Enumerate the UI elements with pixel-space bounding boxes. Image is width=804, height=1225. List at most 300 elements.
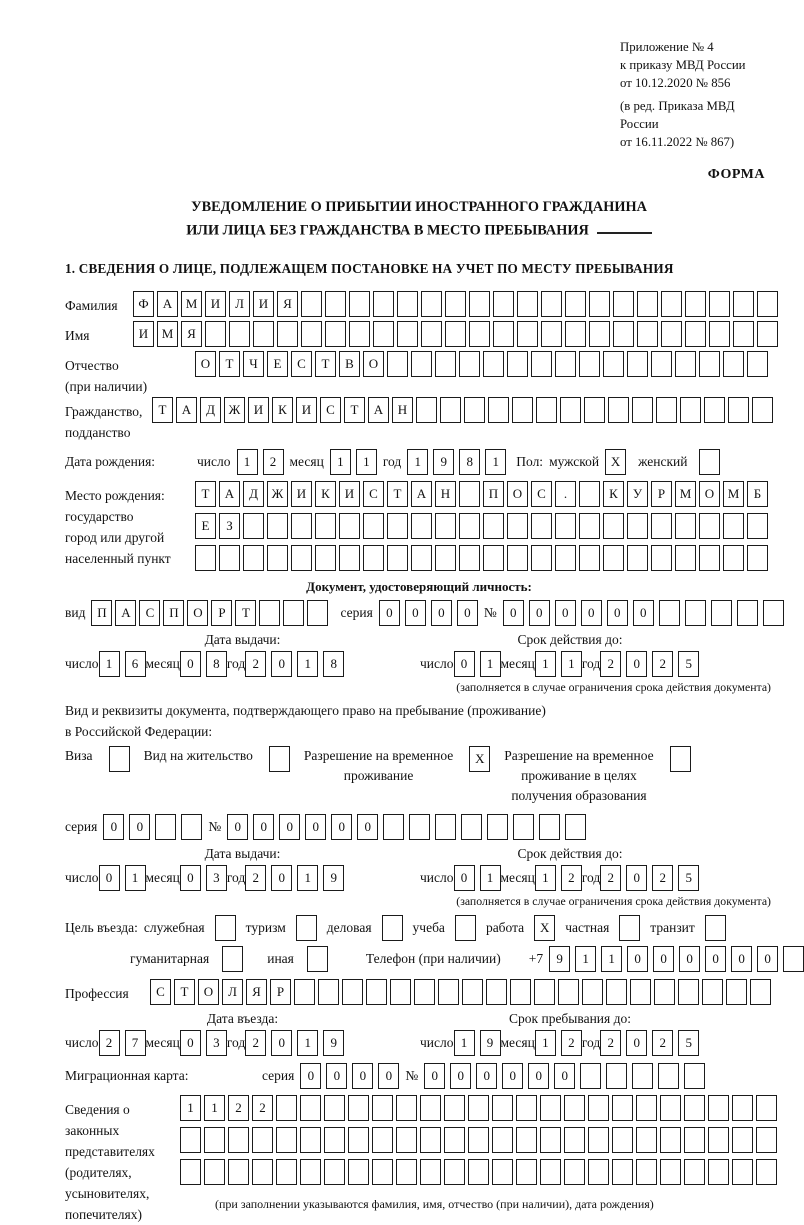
- doc-type-cells[interactable]: [91, 600, 328, 626]
- char-cell[interactable]: [307, 946, 328, 972]
- char-cell[interactable]: И: [205, 291, 226, 317]
- char-cell[interactable]: [541, 291, 562, 317]
- char-cell[interactable]: [613, 291, 634, 317]
- char-cell[interactable]: [684, 1063, 705, 1089]
- char-cell[interactable]: П: [483, 481, 504, 507]
- char-cell[interactable]: [684, 1127, 705, 1153]
- char-cell[interactable]: 1: [561, 651, 582, 677]
- char-cell[interactable]: [435, 545, 456, 571]
- char-cell[interactable]: [747, 351, 768, 377]
- char-cell[interactable]: [396, 1159, 417, 1185]
- char-cell[interactable]: [565, 291, 586, 317]
- char-cell[interactable]: [455, 915, 476, 941]
- birth-day-cells[interactable]: [237, 449, 284, 475]
- char-cell[interactable]: [636, 1095, 657, 1121]
- char-cell[interactable]: П: [163, 600, 184, 626]
- char-cell[interactable]: 0: [626, 1030, 647, 1056]
- char-cell[interactable]: [438, 979, 459, 1005]
- char-cell[interactable]: [459, 545, 480, 571]
- char-cell[interactable]: 0: [627, 946, 648, 972]
- profession-cells[interactable]: [150, 979, 771, 1005]
- char-cell[interactable]: [564, 1127, 585, 1153]
- char-cell[interactable]: [660, 1159, 681, 1185]
- char-cell[interactable]: [325, 291, 346, 317]
- char-cell[interactable]: [459, 513, 480, 539]
- char-cell[interactable]: 0: [626, 651, 647, 677]
- char-cell[interactable]: [483, 545, 504, 571]
- char-cell[interactable]: [444, 1127, 465, 1153]
- residence-permit-checkbox[interactable]: [261, 746, 290, 772]
- char-cell[interactable]: К: [272, 397, 293, 423]
- char-cell[interactable]: С: [150, 979, 171, 1005]
- char-cell[interactable]: [324, 1095, 345, 1121]
- char-cell[interactable]: [517, 291, 538, 317]
- char-cell[interactable]: [507, 351, 528, 377]
- valid-year-cells[interactable]: [600, 651, 699, 677]
- char-cell[interactable]: [510, 979, 531, 1005]
- char-cell[interactable]: [704, 397, 725, 423]
- entry-month-cells[interactable]: [180, 1030, 227, 1056]
- char-cell[interactable]: Р: [211, 600, 232, 626]
- char-cell[interactable]: [536, 397, 557, 423]
- char-cell[interactable]: [411, 351, 432, 377]
- char-cell[interactable]: 5: [678, 1030, 699, 1056]
- char-cell[interactable]: [445, 291, 466, 317]
- char-cell[interactable]: [685, 321, 706, 347]
- char-cell[interactable]: 2: [245, 651, 266, 677]
- char-cell[interactable]: 0: [476, 1063, 497, 1089]
- char-cell[interactable]: И: [133, 321, 154, 347]
- char-cell[interactable]: 0: [378, 1063, 399, 1089]
- char-cell[interactable]: [492, 1095, 513, 1121]
- stay-issue-day-cells[interactable]: [99, 865, 146, 891]
- char-cell[interactable]: 2: [600, 651, 621, 677]
- char-cell[interactable]: О: [187, 600, 208, 626]
- char-cell[interactable]: [711, 600, 732, 626]
- char-cell[interactable]: [603, 351, 624, 377]
- char-cell[interactable]: [783, 946, 804, 972]
- char-cell[interactable]: [685, 291, 706, 317]
- char-cell[interactable]: [699, 545, 720, 571]
- char-cell[interactable]: [373, 321, 394, 347]
- char-cell[interactable]: Ч: [243, 351, 264, 377]
- char-cell[interactable]: [222, 946, 243, 972]
- char-cell[interactable]: [699, 351, 720, 377]
- char-cell[interactable]: Я: [246, 979, 267, 1005]
- char-cell[interactable]: Н: [392, 397, 413, 423]
- char-cell[interactable]: [109, 746, 130, 772]
- char-cell[interactable]: 1: [237, 449, 258, 475]
- char-cell[interactable]: [294, 979, 315, 1005]
- char-cell[interactable]: [387, 351, 408, 377]
- char-cell[interactable]: [540, 1095, 561, 1121]
- char-cell[interactable]: [373, 291, 394, 317]
- char-cell[interactable]: [468, 1095, 489, 1121]
- char-cell[interactable]: [181, 814, 202, 840]
- char-cell[interactable]: Т: [152, 397, 173, 423]
- char-cell[interactable]: М: [157, 321, 178, 347]
- char-cell[interactable]: [383, 814, 404, 840]
- char-cell[interactable]: [699, 449, 720, 475]
- representatives-cells-2[interactable]: [180, 1127, 777, 1153]
- char-cell[interactable]: [464, 397, 485, 423]
- char-cell[interactable]: [579, 513, 600, 539]
- char-cell[interactable]: [656, 397, 677, 423]
- char-cell[interactable]: 6: [125, 651, 146, 677]
- char-cell[interactable]: 0: [331, 814, 352, 840]
- char-cell[interactable]: 9: [549, 946, 570, 972]
- char-cell[interactable]: [325, 321, 346, 347]
- char-cell[interactable]: 0: [450, 1063, 471, 1089]
- char-cell[interactable]: [733, 291, 754, 317]
- char-cell[interactable]: 8: [323, 651, 344, 677]
- char-cell[interactable]: [397, 291, 418, 317]
- char-cell[interactable]: [387, 513, 408, 539]
- char-cell[interactable]: 3: [206, 1030, 227, 1056]
- char-cell[interactable]: [517, 321, 538, 347]
- char-cell[interactable]: [487, 814, 508, 840]
- char-cell[interactable]: [348, 1127, 369, 1153]
- char-cell[interactable]: 0: [129, 814, 150, 840]
- char-cell[interactable]: П: [91, 600, 112, 626]
- char-cell[interactable]: [603, 545, 624, 571]
- char-cell[interactable]: [723, 351, 744, 377]
- char-cell[interactable]: [637, 291, 658, 317]
- char-cell[interactable]: [658, 1063, 679, 1089]
- char-cell[interactable]: 1: [480, 865, 501, 891]
- char-cell[interactable]: 0: [457, 600, 478, 626]
- char-cell[interactable]: О: [198, 979, 219, 1005]
- char-cell[interactable]: [420, 1095, 441, 1121]
- char-cell[interactable]: [324, 1159, 345, 1185]
- char-cell[interactable]: [582, 979, 603, 1005]
- char-cell[interactable]: [579, 545, 600, 571]
- char-cell[interactable]: [539, 814, 560, 840]
- char-cell[interactable]: 1: [485, 449, 506, 475]
- char-cell[interactable]: [579, 481, 600, 507]
- char-cell[interactable]: 1: [204, 1095, 225, 1121]
- char-cell[interactable]: [219, 545, 240, 571]
- char-cell[interactable]: [540, 1159, 561, 1185]
- char-cell[interactable]: [564, 1159, 585, 1185]
- char-cell[interactable]: [661, 291, 682, 317]
- char-cell[interactable]: [468, 1127, 489, 1153]
- char-cell[interactable]: 2: [228, 1095, 249, 1121]
- char-cell[interactable]: [670, 746, 691, 772]
- char-cell[interactable]: Л: [222, 979, 243, 1005]
- char-cell[interactable]: О: [195, 351, 216, 377]
- char-cell[interactable]: [637, 321, 658, 347]
- char-cell[interactable]: Е: [267, 351, 288, 377]
- char-cell[interactable]: И: [296, 397, 317, 423]
- char-cell[interactable]: [468, 1159, 489, 1185]
- char-cell[interactable]: [366, 979, 387, 1005]
- stay-doc-number-cells[interactable]: [227, 814, 586, 840]
- char-cell[interactable]: [564, 1095, 585, 1121]
- temp-residence-checkbox[interactable]: [461, 746, 490, 772]
- char-cell[interactable]: [342, 979, 363, 1005]
- char-cell[interactable]: [507, 513, 528, 539]
- char-cell[interactable]: С: [291, 351, 312, 377]
- char-cell[interactable]: 0: [180, 651, 201, 677]
- entry-day-cells[interactable]: [99, 1030, 146, 1056]
- char-cell[interactable]: [651, 545, 672, 571]
- birth-place-cells-2[interactable]: [195, 513, 768, 539]
- char-cell[interactable]: [516, 1127, 537, 1153]
- patronymic-cells[interactable]: [195, 351, 768, 377]
- char-cell[interactable]: [411, 545, 432, 571]
- char-cell[interactable]: 1: [575, 946, 596, 972]
- char-cell[interactable]: 0: [757, 946, 778, 972]
- char-cell[interactable]: [397, 321, 418, 347]
- char-cell[interactable]: [267, 513, 288, 539]
- char-cell[interactable]: [435, 351, 456, 377]
- char-cell[interactable]: [636, 1127, 657, 1153]
- birth-year-cells[interactable]: [407, 449, 506, 475]
- char-cell[interactable]: [296, 915, 317, 941]
- char-cell[interactable]: [516, 1095, 537, 1121]
- char-cell[interactable]: [349, 291, 370, 317]
- entry-year-cells[interactable]: [245, 1030, 344, 1056]
- char-cell[interactable]: 0: [227, 814, 248, 840]
- char-cell[interactable]: И: [253, 291, 274, 317]
- char-cell[interactable]: [493, 321, 514, 347]
- citizenship-cells[interactable]: [152, 397, 773, 423]
- char-cell[interactable]: [747, 545, 768, 571]
- char-cell[interactable]: [372, 1127, 393, 1153]
- char-cell[interactable]: 2: [600, 1030, 621, 1056]
- char-cell[interactable]: [390, 979, 411, 1005]
- char-cell[interactable]: X: [534, 915, 555, 941]
- char-cell[interactable]: А: [368, 397, 389, 423]
- char-cell[interactable]: [580, 1063, 601, 1089]
- char-cell[interactable]: [204, 1127, 225, 1153]
- char-cell[interactable]: 0: [529, 600, 550, 626]
- stay-until-day-cells[interactable]: [454, 1030, 501, 1056]
- stay-issue-month-cells[interactable]: [180, 865, 227, 891]
- char-cell[interactable]: С: [531, 481, 552, 507]
- char-cell[interactable]: [483, 513, 504, 539]
- char-cell[interactable]: X: [605, 449, 626, 475]
- char-cell[interactable]: С: [139, 600, 160, 626]
- char-cell[interactable]: 5: [678, 651, 699, 677]
- char-cell[interactable]: [492, 1127, 513, 1153]
- char-cell[interactable]: Д: [243, 481, 264, 507]
- char-cell[interactable]: Т: [235, 600, 256, 626]
- char-cell[interactable]: [469, 321, 490, 347]
- char-cell[interactable]: 0: [731, 946, 752, 972]
- char-cell[interactable]: [750, 979, 771, 1005]
- char-cell[interactable]: [588, 1127, 609, 1153]
- char-cell[interactable]: И: [248, 397, 269, 423]
- char-cell[interactable]: 0: [271, 1030, 292, 1056]
- migration-series-cells[interactable]: [300, 1063, 399, 1089]
- visa-checkbox[interactable]: [101, 746, 130, 772]
- char-cell[interactable]: [253, 321, 274, 347]
- char-cell[interactable]: [732, 1159, 753, 1185]
- char-cell[interactable]: [267, 545, 288, 571]
- char-cell[interactable]: [732, 1127, 753, 1153]
- char-cell[interactable]: 0: [653, 946, 674, 972]
- char-cell[interactable]: [416, 397, 437, 423]
- char-cell[interactable]: [469, 291, 490, 317]
- char-cell[interactable]: [732, 1095, 753, 1121]
- representatives-cells-1[interactable]: [180, 1095, 777, 1121]
- char-cell[interactable]: [204, 1159, 225, 1185]
- char-cell[interactable]: [531, 351, 552, 377]
- char-cell[interactable]: 0: [626, 865, 647, 891]
- char-cell[interactable]: Т: [387, 481, 408, 507]
- char-cell[interactable]: 2: [263, 449, 284, 475]
- char-cell[interactable]: [660, 1095, 681, 1121]
- char-cell[interactable]: 8: [206, 651, 227, 677]
- char-cell[interactable]: [708, 1159, 729, 1185]
- char-cell[interactable]: [349, 321, 370, 347]
- char-cell[interactable]: [420, 1127, 441, 1153]
- char-cell[interactable]: 1: [480, 651, 501, 677]
- char-cell[interactable]: 1: [125, 865, 146, 891]
- char-cell[interactable]: 3: [206, 865, 227, 891]
- char-cell[interactable]: 1: [535, 1030, 556, 1056]
- char-cell[interactable]: [339, 545, 360, 571]
- char-cell[interactable]: 1: [454, 1030, 475, 1056]
- char-cell[interactable]: [300, 1127, 321, 1153]
- char-cell[interactable]: 1: [180, 1095, 201, 1121]
- temp-residence-education-checkbox[interactable]: [662, 746, 691, 772]
- char-cell[interactable]: 0: [502, 1063, 523, 1089]
- migration-number-cells[interactable]: [424, 1063, 705, 1089]
- char-cell[interactable]: [459, 481, 480, 507]
- char-cell[interactable]: [372, 1159, 393, 1185]
- char-cell[interactable]: 0: [554, 1063, 575, 1089]
- char-cell[interactable]: [589, 321, 610, 347]
- char-cell[interactable]: [613, 321, 634, 347]
- char-cell[interactable]: [726, 979, 747, 1005]
- sex-female-checkbox[interactable]: [699, 449, 720, 475]
- issue-year-cells[interactable]: [245, 651, 344, 677]
- char-cell[interactable]: [757, 291, 778, 317]
- surname-cells[interactable]: [133, 291, 778, 317]
- char-cell[interactable]: [555, 545, 576, 571]
- char-cell[interactable]: X: [469, 746, 490, 772]
- char-cell[interactable]: [301, 291, 322, 317]
- char-cell[interactable]: 0: [326, 1063, 347, 1089]
- char-cell[interactable]: 0: [300, 1063, 321, 1089]
- char-cell[interactable]: [301, 321, 322, 347]
- char-cell[interactable]: [675, 351, 696, 377]
- char-cell[interactable]: 1: [535, 651, 556, 677]
- char-cell[interactable]: 1: [99, 651, 120, 677]
- char-cell[interactable]: 1: [601, 946, 622, 972]
- char-cell[interactable]: [558, 979, 579, 1005]
- char-cell[interactable]: [372, 1095, 393, 1121]
- char-cell[interactable]: [685, 600, 706, 626]
- birth-place-cells-1[interactable]: [195, 481, 768, 507]
- char-cell[interactable]: 2: [245, 865, 266, 891]
- char-cell[interactable]: [678, 979, 699, 1005]
- char-cell[interactable]: [684, 1159, 705, 1185]
- birth-month-cells[interactable]: [330, 449, 377, 475]
- char-cell[interactable]: З: [219, 513, 240, 539]
- char-cell[interactable]: 0: [607, 600, 628, 626]
- char-cell[interactable]: [699, 513, 720, 539]
- char-cell[interactable]: [155, 814, 176, 840]
- char-cell[interactable]: [409, 814, 430, 840]
- char-cell[interactable]: [420, 1159, 441, 1185]
- char-cell[interactable]: 0: [424, 1063, 445, 1089]
- purpose-tranzit-checkbox[interactable]: [700, 915, 726, 941]
- char-cell[interactable]: [229, 321, 250, 347]
- purpose-ucheba-checkbox[interactable]: [450, 915, 476, 941]
- char-cell[interactable]: 0: [454, 865, 475, 891]
- char-cell[interactable]: [382, 915, 403, 941]
- char-cell[interactable]: [705, 915, 726, 941]
- char-cell[interactable]: [180, 1159, 201, 1185]
- char-cell[interactable]: [492, 1159, 513, 1185]
- char-cell[interactable]: [205, 321, 226, 347]
- char-cell[interactable]: [603, 513, 624, 539]
- char-cell[interactable]: 7: [125, 1030, 146, 1056]
- char-cell[interactable]: А: [157, 291, 178, 317]
- char-cell[interactable]: [459, 351, 480, 377]
- char-cell[interactable]: 1: [356, 449, 377, 475]
- birth-place-cells-3[interactable]: [195, 545, 768, 571]
- char-cell[interactable]: 9: [480, 1030, 501, 1056]
- char-cell[interactable]: [228, 1127, 249, 1153]
- char-cell[interactable]: [414, 979, 435, 1005]
- char-cell[interactable]: [440, 397, 461, 423]
- purpose-sluzhebnaya-checkbox[interactable]: [210, 915, 236, 941]
- char-cell[interactable]: Ж: [267, 481, 288, 507]
- char-cell[interactable]: [540, 1127, 561, 1153]
- char-cell[interactable]: [541, 321, 562, 347]
- char-cell[interactable]: [276, 1095, 297, 1121]
- phone-cells[interactable]: [549, 946, 804, 972]
- char-cell[interactable]: [627, 351, 648, 377]
- char-cell[interactable]: [661, 321, 682, 347]
- char-cell[interactable]: [627, 513, 648, 539]
- char-cell[interactable]: [512, 397, 533, 423]
- char-cell[interactable]: [675, 513, 696, 539]
- given-name-cells[interactable]: [133, 321, 778, 347]
- char-cell[interactable]: [584, 397, 605, 423]
- char-cell[interactable]: 0: [305, 814, 326, 840]
- char-cell[interactable]: Я: [277, 291, 298, 317]
- char-cell[interactable]: [763, 600, 784, 626]
- char-cell[interactable]: 0: [503, 600, 524, 626]
- char-cell[interactable]: 2: [245, 1030, 266, 1056]
- valid-month-cells[interactable]: [535, 651, 582, 677]
- char-cell[interactable]: [276, 1159, 297, 1185]
- char-cell[interactable]: [659, 600, 680, 626]
- char-cell[interactable]: 0: [103, 814, 124, 840]
- char-cell[interactable]: С: [363, 481, 384, 507]
- char-cell[interactable]: А: [176, 397, 197, 423]
- char-cell[interactable]: [462, 979, 483, 1005]
- char-cell[interactable]: [608, 397, 629, 423]
- char-cell[interactable]: [387, 545, 408, 571]
- char-cell[interactable]: [708, 1127, 729, 1153]
- char-cell[interactable]: [315, 545, 336, 571]
- char-cell[interactable]: [555, 513, 576, 539]
- char-cell[interactable]: [513, 814, 534, 840]
- char-cell[interactable]: 0: [352, 1063, 373, 1089]
- char-cell[interactable]: 0: [705, 946, 726, 972]
- stay-valid-day-cells[interactable]: [454, 865, 501, 891]
- char-cell[interactable]: [215, 915, 236, 941]
- char-cell[interactable]: [757, 321, 778, 347]
- char-cell[interactable]: 0: [679, 946, 700, 972]
